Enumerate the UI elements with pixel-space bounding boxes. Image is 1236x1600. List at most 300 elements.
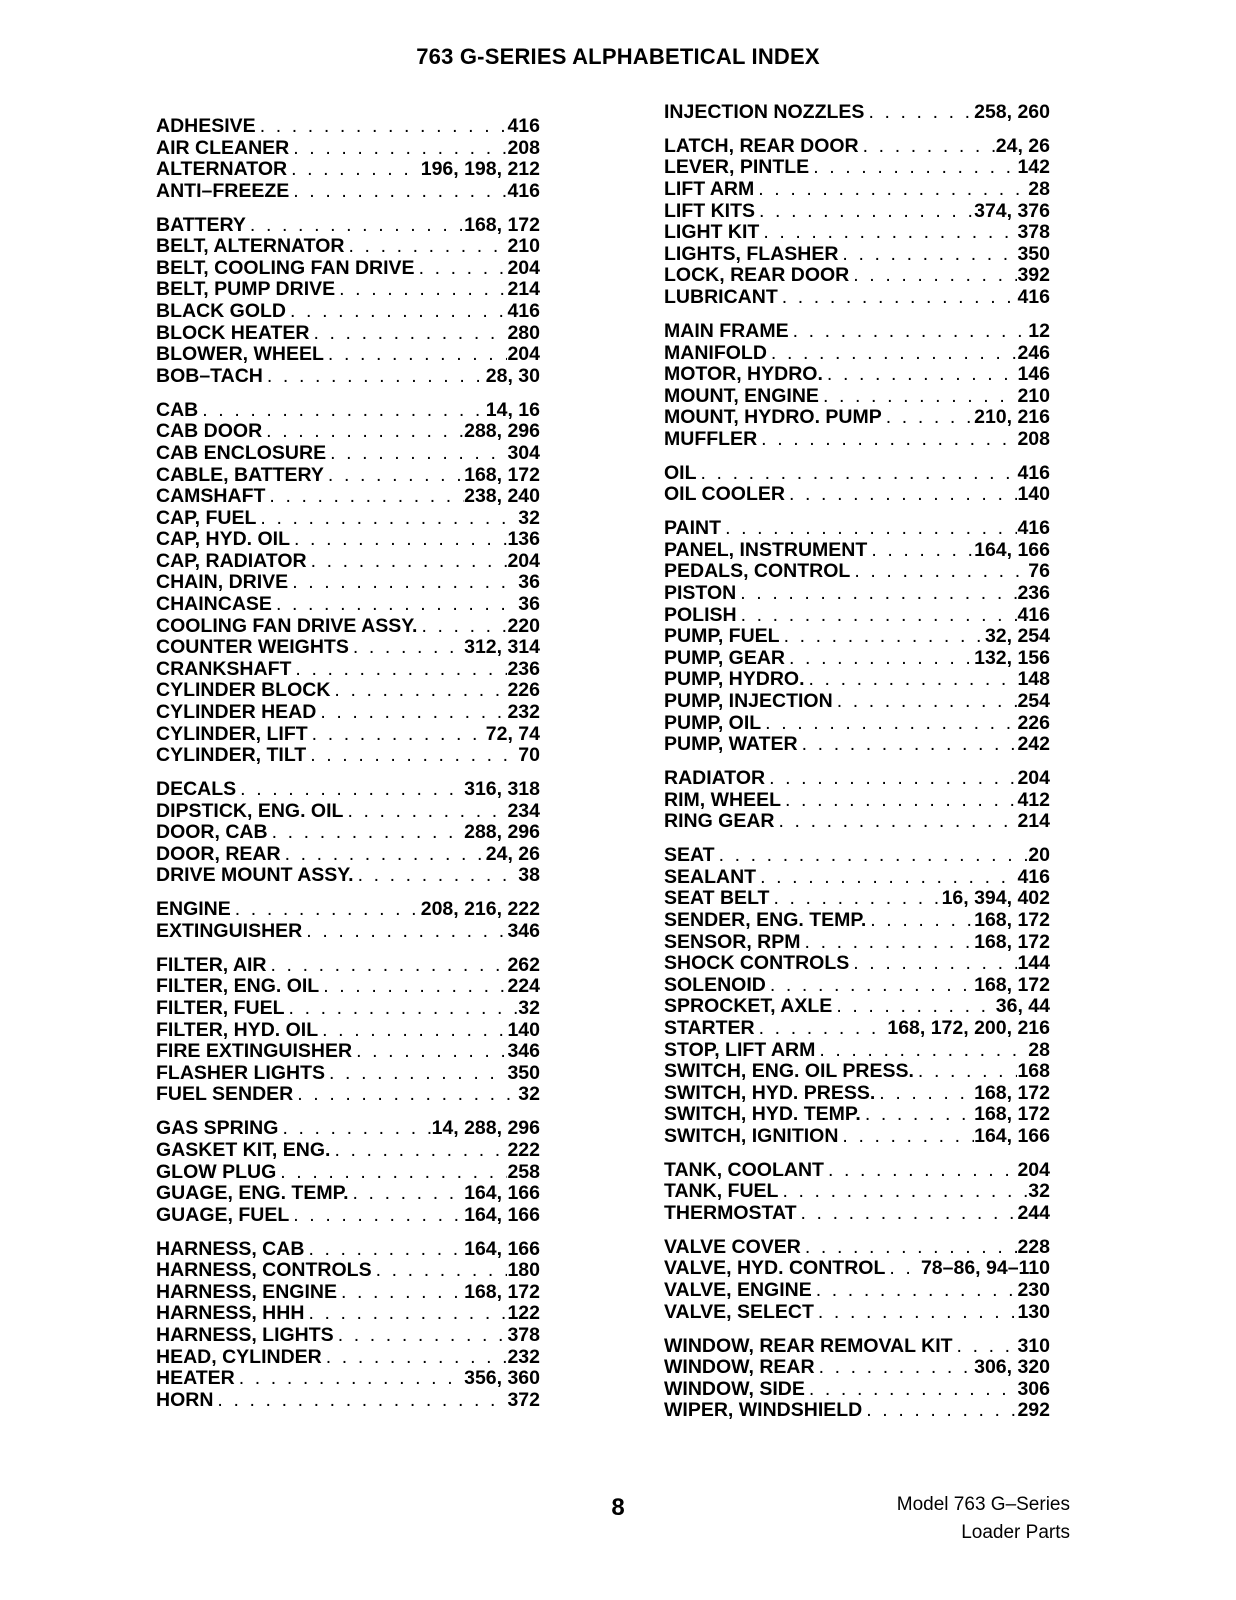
entry-name: OIL [664,461,697,484]
entry-pages: 288, 296 [464,420,540,443]
dot-leader [302,921,507,943]
index-column-right [664,102,1050,1434]
footer-subtitle: Loader Parts [961,1522,1070,1543]
entry-pages: 168, 172 [974,973,1050,996]
entry-pages: 196, 198, 212 [420,158,540,181]
entry-name: CHAINCASE [156,593,272,616]
entry-pages: 20 [1028,844,1050,867]
entry-pages: 312, 314 [464,636,540,659]
entry-pages: 392 [1017,264,1050,287]
entry-name: SWITCH, HYD. TEMP. [664,1103,861,1126]
index-entry [156,215,540,237]
entry-name: SHOCK CONTROLS [664,952,850,975]
entry-name: PISTON [664,582,737,605]
entry-pages: 140 [1017,483,1050,506]
index-group [664,102,1050,124]
dot-leader [867,540,974,562]
dot-leader [785,648,974,670]
entry-pages: 136 [507,528,540,551]
index-entry [156,616,540,638]
index-entry [664,102,1050,124]
dot-leader [755,201,974,223]
dot-leader [833,691,1018,713]
dot-leader [814,1302,1018,1324]
index-entry [664,244,1050,266]
entry-name: COUNTER WEIGHTS [156,636,349,659]
index-entry [664,669,1050,691]
entry-pages: 32 [518,506,540,529]
dot-leader [276,1162,507,1184]
index-entry [664,648,1050,670]
entry-name: FUEL SENDER [156,1083,294,1106]
entry-name: THERMOSTAT [664,1201,797,1224]
entry-pages: 214 [507,278,540,301]
index-entry [664,1061,1050,1083]
dot-leader [272,594,518,616]
entry-name: HARNESS, CONTROLS [156,1259,372,1282]
entry-name: PUMP, WATER [664,733,798,756]
entry-name: STARTER [664,1016,755,1039]
entry-name: TANK, COOLANT [664,1158,824,1181]
dot-leader [231,899,421,921]
entry-name: CYLINDER, LIFT [156,722,308,745]
entry-name: GASKET KIT, ENG. [156,1138,331,1161]
dot-leader [850,561,1028,583]
entry-name: FILTER, ENG. OIL [156,975,320,998]
entry-name: PEDALS, CONTROL [664,560,851,583]
entry-pages: 416 [1017,865,1050,888]
entry-name: SENDER, ENG. TEMP. [664,908,867,931]
dot-leader [335,279,507,301]
entry-pages: 204 [507,343,540,366]
entry-name: CAMSHAFT [156,485,266,508]
dot-leader [198,400,486,422]
dot-leader [289,138,507,160]
entry-name: RIM, WHEEL [664,788,781,811]
entry-pages: 164, 166 [464,1237,540,1260]
entry-pages: 148 [1017,668,1050,691]
entry-name: PUMP, GEAR [664,646,785,669]
entry-pages: 36, 44 [995,995,1050,1018]
entry-pages: 254 [1017,690,1050,713]
index-entry [156,301,540,323]
entry-name: WINDOW, REAR REMOVAL KIT [664,1334,953,1357]
index-entry [664,1083,1050,1105]
entry-pages: 416 [1017,461,1050,484]
entry-name: GLOW PLUG [156,1160,277,1183]
dot-leader [278,1118,431,1140]
dot-leader [864,102,974,124]
entry-pages: 36 [518,571,540,594]
index-entry [156,998,540,1020]
entry-name: ENGINE [156,898,231,921]
index-entry [664,136,1050,158]
dot-leader [308,724,486,746]
index-entry [156,1118,540,1140]
entry-name: INJECTION NOZZLES [664,101,865,123]
index-entry [156,1260,540,1282]
entry-name: CYLINDER, TILT [156,744,307,767]
dot-leader [801,1237,1018,1259]
dot-leader [780,626,985,648]
entry-pages: 416 [507,179,540,202]
index-column-left [156,116,540,1424]
entry-name: GUAGE, ENG. TEMP. [156,1182,349,1205]
entry-name: PUMP, HYDRO. [664,668,805,691]
index-entry [156,680,540,702]
dot-leader [812,1280,1018,1302]
entry-pages: 304 [507,441,540,464]
index-entry [156,955,540,977]
entry-name: LIGHT KIT [664,221,760,244]
entry-pages: 374, 376 [974,199,1050,222]
dot-leader [882,407,974,429]
index-entry [664,1018,1050,1040]
index-entry [664,811,1050,833]
index-entry [156,323,540,345]
entry-pages: 72, 74 [485,722,540,745]
index-entry [664,201,1050,223]
entry-pages: 142 [1017,156,1050,179]
index-entry [156,1162,540,1184]
index-entry [156,1325,540,1347]
entry-pages: 180 [507,1259,540,1282]
dot-leader [953,1336,1018,1358]
index-entry [156,801,540,823]
entry-name: BLACK GOLD [156,300,286,323]
entry-name: CAB DOOR [156,420,263,443]
entry-name: HARNESS, LIGHTS [156,1323,334,1346]
entry-name: CYLINDER BLOCK [156,679,331,702]
entry-name: PANEL, INSTRUMENT [664,538,868,561]
entry-pages: 258 [507,1160,540,1183]
dot-leader [824,1160,1018,1182]
entry-name: MANIFOLD [664,341,767,364]
entry-name: BELT, ALTERNATOR [156,235,345,258]
dot-leader [849,953,1017,975]
entry-pages: 416 [507,300,540,323]
dot-leader [778,287,1018,309]
entry-name: HEATER [156,1367,235,1390]
index-entry [664,1040,1050,1062]
entry-pages: 168, 172, 200, 216 [887,1016,1050,1039]
entry-name: FLASHER LIGHTS [156,1061,325,1084]
index-group [664,463,1050,506]
index-entry [156,702,540,724]
entry-pages: 76 [1028,560,1050,583]
dot-leader [256,508,518,530]
entry-name: MOTOR, HYDRO. [664,363,823,386]
entry-pages: 230 [1017,1279,1050,1302]
dot-leader [809,157,1017,179]
entry-pages: 288, 296 [464,821,540,844]
dot-leader [861,1104,974,1126]
entry-name: VALVE COVER [664,1235,801,1258]
index-entry [664,996,1050,1018]
dot-leader [875,1083,974,1105]
entry-pages: 168, 172 [464,1280,540,1303]
footer-model: Model 763 G–Series [896,1494,1070,1515]
index-entry [664,1280,1050,1302]
index-entry [664,484,1050,506]
entry-name: CABLE, BATTERY [156,463,324,486]
dot-leader [838,244,1017,266]
entry-pages: 356, 360 [464,1367,540,1390]
index-entry [156,745,540,767]
dot-leader [757,429,1017,451]
entry-name: CAB ENCLOSURE [156,441,327,464]
entry-name: ALTERNATOR [156,158,288,181]
entry-name: DOOR, REAR [156,842,281,865]
entry-pages: 310 [1017,1334,1050,1357]
entry-name: GUAGE, FUEL [156,1203,290,1226]
index-entry [156,1239,540,1261]
entry-pages: 168, 172 [974,930,1050,953]
entry-name: DRIVE MOUNT ASSY. [156,864,354,887]
entry-name: WINDOW, REAR [664,1356,815,1379]
entry-name: WINDOW, SIDE [664,1377,805,1400]
entry-name: BOB–TACH [156,364,263,387]
dot-leader [316,702,507,724]
entry-name: HORN [156,1388,214,1411]
dot-leader [330,1140,507,1162]
entry-pages: 78–86, 94–110 [920,1257,1050,1280]
index-entry [664,845,1050,867]
entry-name: LEVER, PINTLE [664,156,810,179]
dot-leader [289,181,507,203]
index-entry [156,976,540,998]
entry-pages: 146 [1017,363,1050,386]
entry-pages: 238, 240 [464,485,540,508]
entry-name: PUMP, FUEL [664,625,780,648]
entry-pages: 306, 320 [974,1356,1050,1379]
entry-pages: 164, 166 [464,1182,540,1205]
entry-pages: 234 [507,799,540,822]
index-entry [156,366,540,388]
dot-leader [304,1239,464,1261]
entry-pages: 122 [507,1302,540,1325]
index-entry [156,508,540,530]
entry-pages: 208 [507,136,540,159]
dot-leader [778,1181,1028,1203]
index-entry [664,734,1050,756]
dot-leader [235,1368,464,1390]
entry-pages: 130 [1017,1300,1050,1323]
entry-pages: 140 [507,1018,540,1041]
dot-leader [775,811,1018,833]
index-group [156,116,540,202]
entry-name: LUBRICANT [664,286,778,309]
entry-pages: 412 [1017,788,1050,811]
entry-name: SEAT [664,844,715,867]
entry-name: MOUNT, ENGINE [664,384,819,407]
page-number: 8 [611,1494,625,1521]
dot-leader [265,486,464,508]
dot-leader [285,998,519,1020]
dot-leader [236,779,464,801]
index-entry [156,1303,540,1325]
entry-pages: 214 [1017,810,1050,833]
entry-name: CRANKSHAFT [156,657,292,680]
dot-leader [318,1020,507,1042]
index-entry [664,518,1050,540]
entry-name: RING GEAR [664,810,775,833]
index-entry [664,540,1050,562]
index-group [664,1237,1050,1323]
index-entry [664,1258,1050,1280]
dot-leader [343,801,507,823]
entry-pages: 24, 26 [995,134,1050,157]
entry-pages: 378 [1017,221,1050,244]
entry-name: BLOCK HEATER [156,321,310,344]
index-entry [156,572,540,594]
entry-name: VALVE, HYD. CONTROL [664,1257,886,1280]
entry-name: PAINT [664,517,722,540]
index-entry [156,899,540,921]
index-entry [156,921,540,943]
index-entry [664,691,1050,713]
entry-name: HARNESS, HHH [156,1302,305,1325]
index-entry [156,116,540,138]
entry-name: MAIN FRAME [664,319,789,342]
entry-name: BATTERY [156,213,246,236]
dot-leader [293,1084,518,1106]
dot-leader [325,1063,507,1085]
entry-pages: 168, 172 [974,1081,1050,1104]
dot-leader [801,932,975,954]
index-entry [156,258,540,280]
entry-pages: 204 [507,256,540,279]
entry-pages: 164, 166 [974,1124,1050,1147]
index-entry [156,1282,540,1304]
entry-name: BELT, COOLING FAN DRIVE [156,256,415,279]
index-entry [664,287,1050,309]
dot-leader [307,551,508,573]
entry-pages: 232 [507,1345,540,1368]
entry-pages: 416 [1017,517,1050,540]
page-title: 763 G-SERIES ALPHABETICAL INDEX [416,44,820,69]
entry-name: SWITCH, IGNITION [664,1124,839,1147]
entry-name: COOLING FAN DRIVE ASSY. [156,614,418,637]
entry-name: ADHESIVE [156,115,256,137]
index-entry [664,463,1050,485]
index-entry [156,400,540,422]
index-entry [664,1357,1050,1379]
dot-leader [767,343,1018,365]
index-entry [664,605,1050,627]
dot-leader [798,734,1018,756]
entry-name: CAB [156,398,199,421]
index-entry [664,626,1050,648]
index-entry [664,932,1050,954]
dot-leader [789,321,1029,343]
entry-name: FIRE EXTINGUISHER [156,1040,353,1063]
index-entry [664,867,1050,889]
dot-leader [769,888,941,910]
entry-name: LIFT ARM [664,178,755,201]
index-entry [664,1336,1050,1358]
index-group [664,1336,1050,1422]
entry-pages: 28, 30 [485,364,540,387]
dot-leader [289,1205,464,1227]
dot-leader [322,1347,508,1369]
index-entry [664,265,1050,287]
dot-leader [815,1357,975,1379]
entry-pages: 242 [1017,733,1050,756]
entry-pages: 316, 318 [464,778,540,801]
dot-leader [309,323,507,345]
entry-pages: 14, 16 [485,398,540,421]
dot-leader [823,364,1018,386]
entry-name: CHAIN, DRIVE [156,571,289,594]
dot-leader [304,1303,507,1325]
dot-leader [286,301,507,323]
index-entry [664,1160,1050,1182]
entry-pages: 258, 260 [974,101,1050,123]
entry-name: SWITCH, ENG. OIL PRESS. [664,1060,914,1083]
dot-leader [819,386,1018,408]
index-entry [664,975,1050,997]
entry-pages: 220 [507,614,540,637]
entry-pages: 36 [518,593,540,616]
dot-leader [287,159,421,181]
index-entry [156,551,540,573]
index-entry [664,386,1050,408]
dot-leader [697,463,1018,485]
index-entry [156,724,540,746]
entry-name: WIPER, WINDSHIELD [664,1399,863,1422]
index-entry [156,159,540,181]
entry-name: OIL COOLER [664,483,785,506]
entry-name: LIGHTS, FLASHER [664,242,839,265]
entry-name: SPROCKET, AXLE [664,995,833,1018]
index-entry [156,236,540,258]
entry-name: DECALS [156,778,237,801]
entry-pages: 168, 172 [464,213,540,236]
index-entry [156,1020,540,1042]
index-group [156,215,540,388]
entry-pages: 204 [507,549,540,572]
dot-leader [267,955,508,977]
entry-name: RADIATOR [664,767,766,790]
index-entry [156,1368,540,1390]
entry-pages: 210 [507,235,540,258]
entry-name: VALVE, ENGINE [664,1279,812,1302]
index-entry [664,429,1050,451]
entry-name: MOUNT, HYDRO. PUMP [664,406,882,429]
index-entry [664,910,1050,932]
entry-pages: 232 [507,701,540,724]
entry-pages: 226 [507,679,540,702]
entry-pages: 350 [1017,242,1050,265]
dot-leader [805,669,1018,691]
entry-pages: 346 [507,919,540,942]
index-entry [156,529,540,551]
index-entry [664,157,1050,179]
index-entry [156,1347,540,1369]
index-group [664,1160,1050,1225]
index-entry [664,343,1050,365]
entry-pages: 292 [1017,1399,1050,1422]
index-entry [156,486,540,508]
entry-pages: 246 [1017,341,1050,364]
dot-leader [349,1183,465,1205]
entry-pages: 70 [518,744,540,767]
index-entry [156,1084,540,1106]
entry-name: HARNESS, ENGINE [156,1280,337,1303]
entry-pages: 208, 216, 222 [420,898,540,921]
entry-name: PUMP, INJECTION [664,690,833,713]
